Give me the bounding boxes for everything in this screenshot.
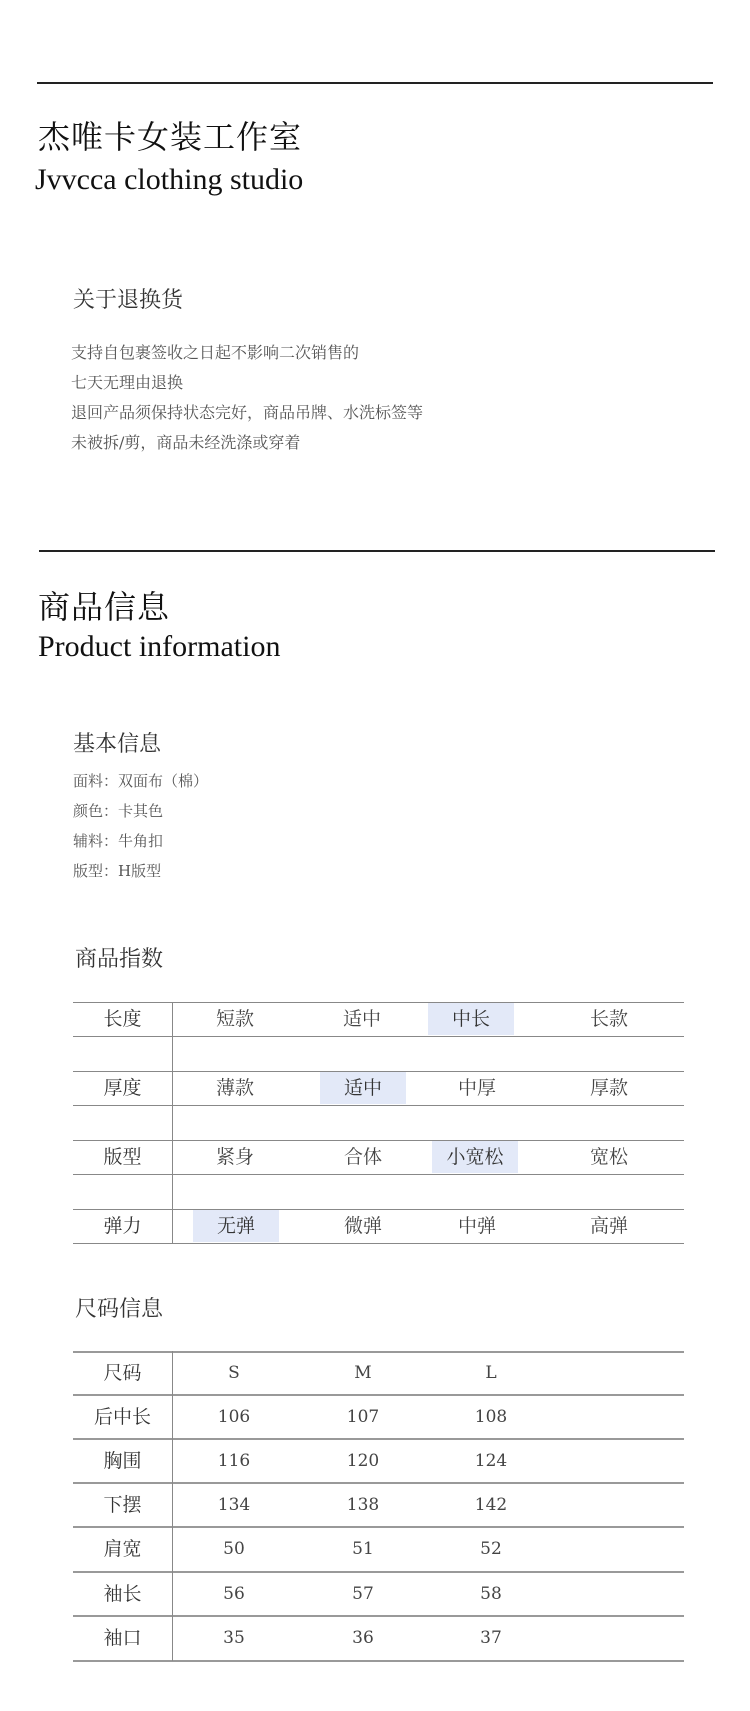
size-value: 57 <box>352 1584 374 1604</box>
returns-heading: 关于退换货 <box>73 288 184 313</box>
size-header-value: S <box>228 1363 240 1383</box>
index-option-selected: 小宽松 <box>432 1141 518 1173</box>
size-value: 142 <box>474 1495 508 1515</box>
index-option-selected: 无弹 <box>193 1210 279 1242</box>
index-option: 适中 <box>342 1008 381 1030</box>
basic-heading: 基本信息 <box>73 732 162 757</box>
size-value: 51 <box>352 1539 374 1559</box>
basic-info-line: 版型：H版型 <box>73 862 162 880</box>
index-row-line <box>73 1105 684 1106</box>
returns-line: 未被拆/剪，商品未经洗涤或穿着 <box>71 433 301 452</box>
size-header-label: 尺码 <box>103 1362 142 1384</box>
basic-info-line: 颜色：卡其色 <box>73 802 164 820</box>
size-value: 50 <box>223 1539 245 1559</box>
top-divider <box>37 82 713 84</box>
size-header-value: L <box>485 1363 497 1383</box>
index-row-label: 版型 <box>103 1146 142 1168</box>
product-divider <box>39 550 715 552</box>
index-row-label: 弹力 <box>103 1215 142 1237</box>
size-value: 120 <box>346 1451 380 1471</box>
size-value: 134 <box>217 1495 251 1515</box>
basic-info-line: 面料：双面布（棉） <box>73 772 209 790</box>
size-row-label: 肩宽 <box>103 1538 142 1560</box>
size-value: 37 <box>480 1628 502 1648</box>
size-value: 107 <box>346 1407 380 1427</box>
index-option: 中弹 <box>457 1215 496 1237</box>
size-row-line <box>73 1394 684 1396</box>
index-option: 合体 <box>343 1146 382 1168</box>
size-heading: 尺码信息 <box>75 1297 164 1322</box>
index-row-line <box>73 1243 684 1244</box>
returns-line: 支持自包裹签收之日起不影响二次销售的 <box>71 343 360 362</box>
index-option: 长款 <box>589 1008 628 1030</box>
index-option: 微弹 <box>343 1215 382 1237</box>
size-row-label: 袖长 <box>103 1583 142 1605</box>
index-row-line <box>73 1174 684 1175</box>
index-column-divider <box>172 1002 173 1244</box>
size-row-label: 下摆 <box>103 1494 142 1516</box>
index-option-selected: 适中 <box>320 1072 406 1104</box>
product-title-cn: 商品信息 <box>38 588 171 626</box>
index-heading: 商品指数 <box>75 947 164 972</box>
size-value: 52 <box>480 1539 502 1559</box>
size-header-value: M <box>354 1363 372 1383</box>
size-row-line <box>73 1526 684 1528</box>
index-row-label: 长度 <box>103 1008 142 1030</box>
index-option: 短款 <box>215 1008 254 1030</box>
size-value: 108 <box>474 1407 508 1427</box>
size-row-label: 胸围 <box>103 1450 142 1472</box>
size-value: 138 <box>346 1495 380 1515</box>
size-column-divider <box>172 1351 173 1661</box>
size-row-line <box>73 1438 684 1440</box>
studio-title-cn: 杰唯卡女装工作室 <box>38 118 303 156</box>
returns-line: 退回产品须保持状态完好，商品吊牌、水洗标签等 <box>71 403 424 422</box>
index-option: 紧身 <box>215 1146 254 1168</box>
index-option: 薄款 <box>215 1077 254 1099</box>
size-row-label: 后中长 <box>93 1406 151 1428</box>
index-option: 高弹 <box>589 1215 628 1237</box>
studio-title-en: Jvvcca clothing studio <box>35 163 304 196</box>
returns-text <box>71 338 423 458</box>
index-option-selected: 中长 <box>428 1003 514 1035</box>
returns-line: 七天无理由退换 <box>71 373 184 392</box>
product-title-en: Product information <box>38 630 281 663</box>
size-value: 106 <box>217 1407 251 1427</box>
size-value: 56 <box>223 1584 245 1604</box>
index-option: 中厚 <box>457 1077 496 1099</box>
basic-info-list <box>73 766 208 886</box>
size-value: 116 <box>217 1451 251 1471</box>
index-option: 厚款 <box>589 1077 628 1099</box>
size-value: 35 <box>223 1628 245 1648</box>
index-row-line <box>73 1036 684 1037</box>
size-value: 124 <box>474 1451 508 1471</box>
size-row-line <box>73 1571 684 1573</box>
size-row-line <box>73 1660 684 1662</box>
size-row-label: 袖口 <box>103 1627 142 1649</box>
basic-info-line: 辅料：牛角扣 <box>73 832 164 850</box>
index-option: 宽松 <box>589 1146 628 1168</box>
size-row-line <box>73 1482 684 1484</box>
size-value: 58 <box>480 1584 502 1604</box>
size-row-line <box>73 1615 684 1617</box>
size-value: 36 <box>352 1628 374 1648</box>
index-row-label: 厚度 <box>103 1077 142 1099</box>
